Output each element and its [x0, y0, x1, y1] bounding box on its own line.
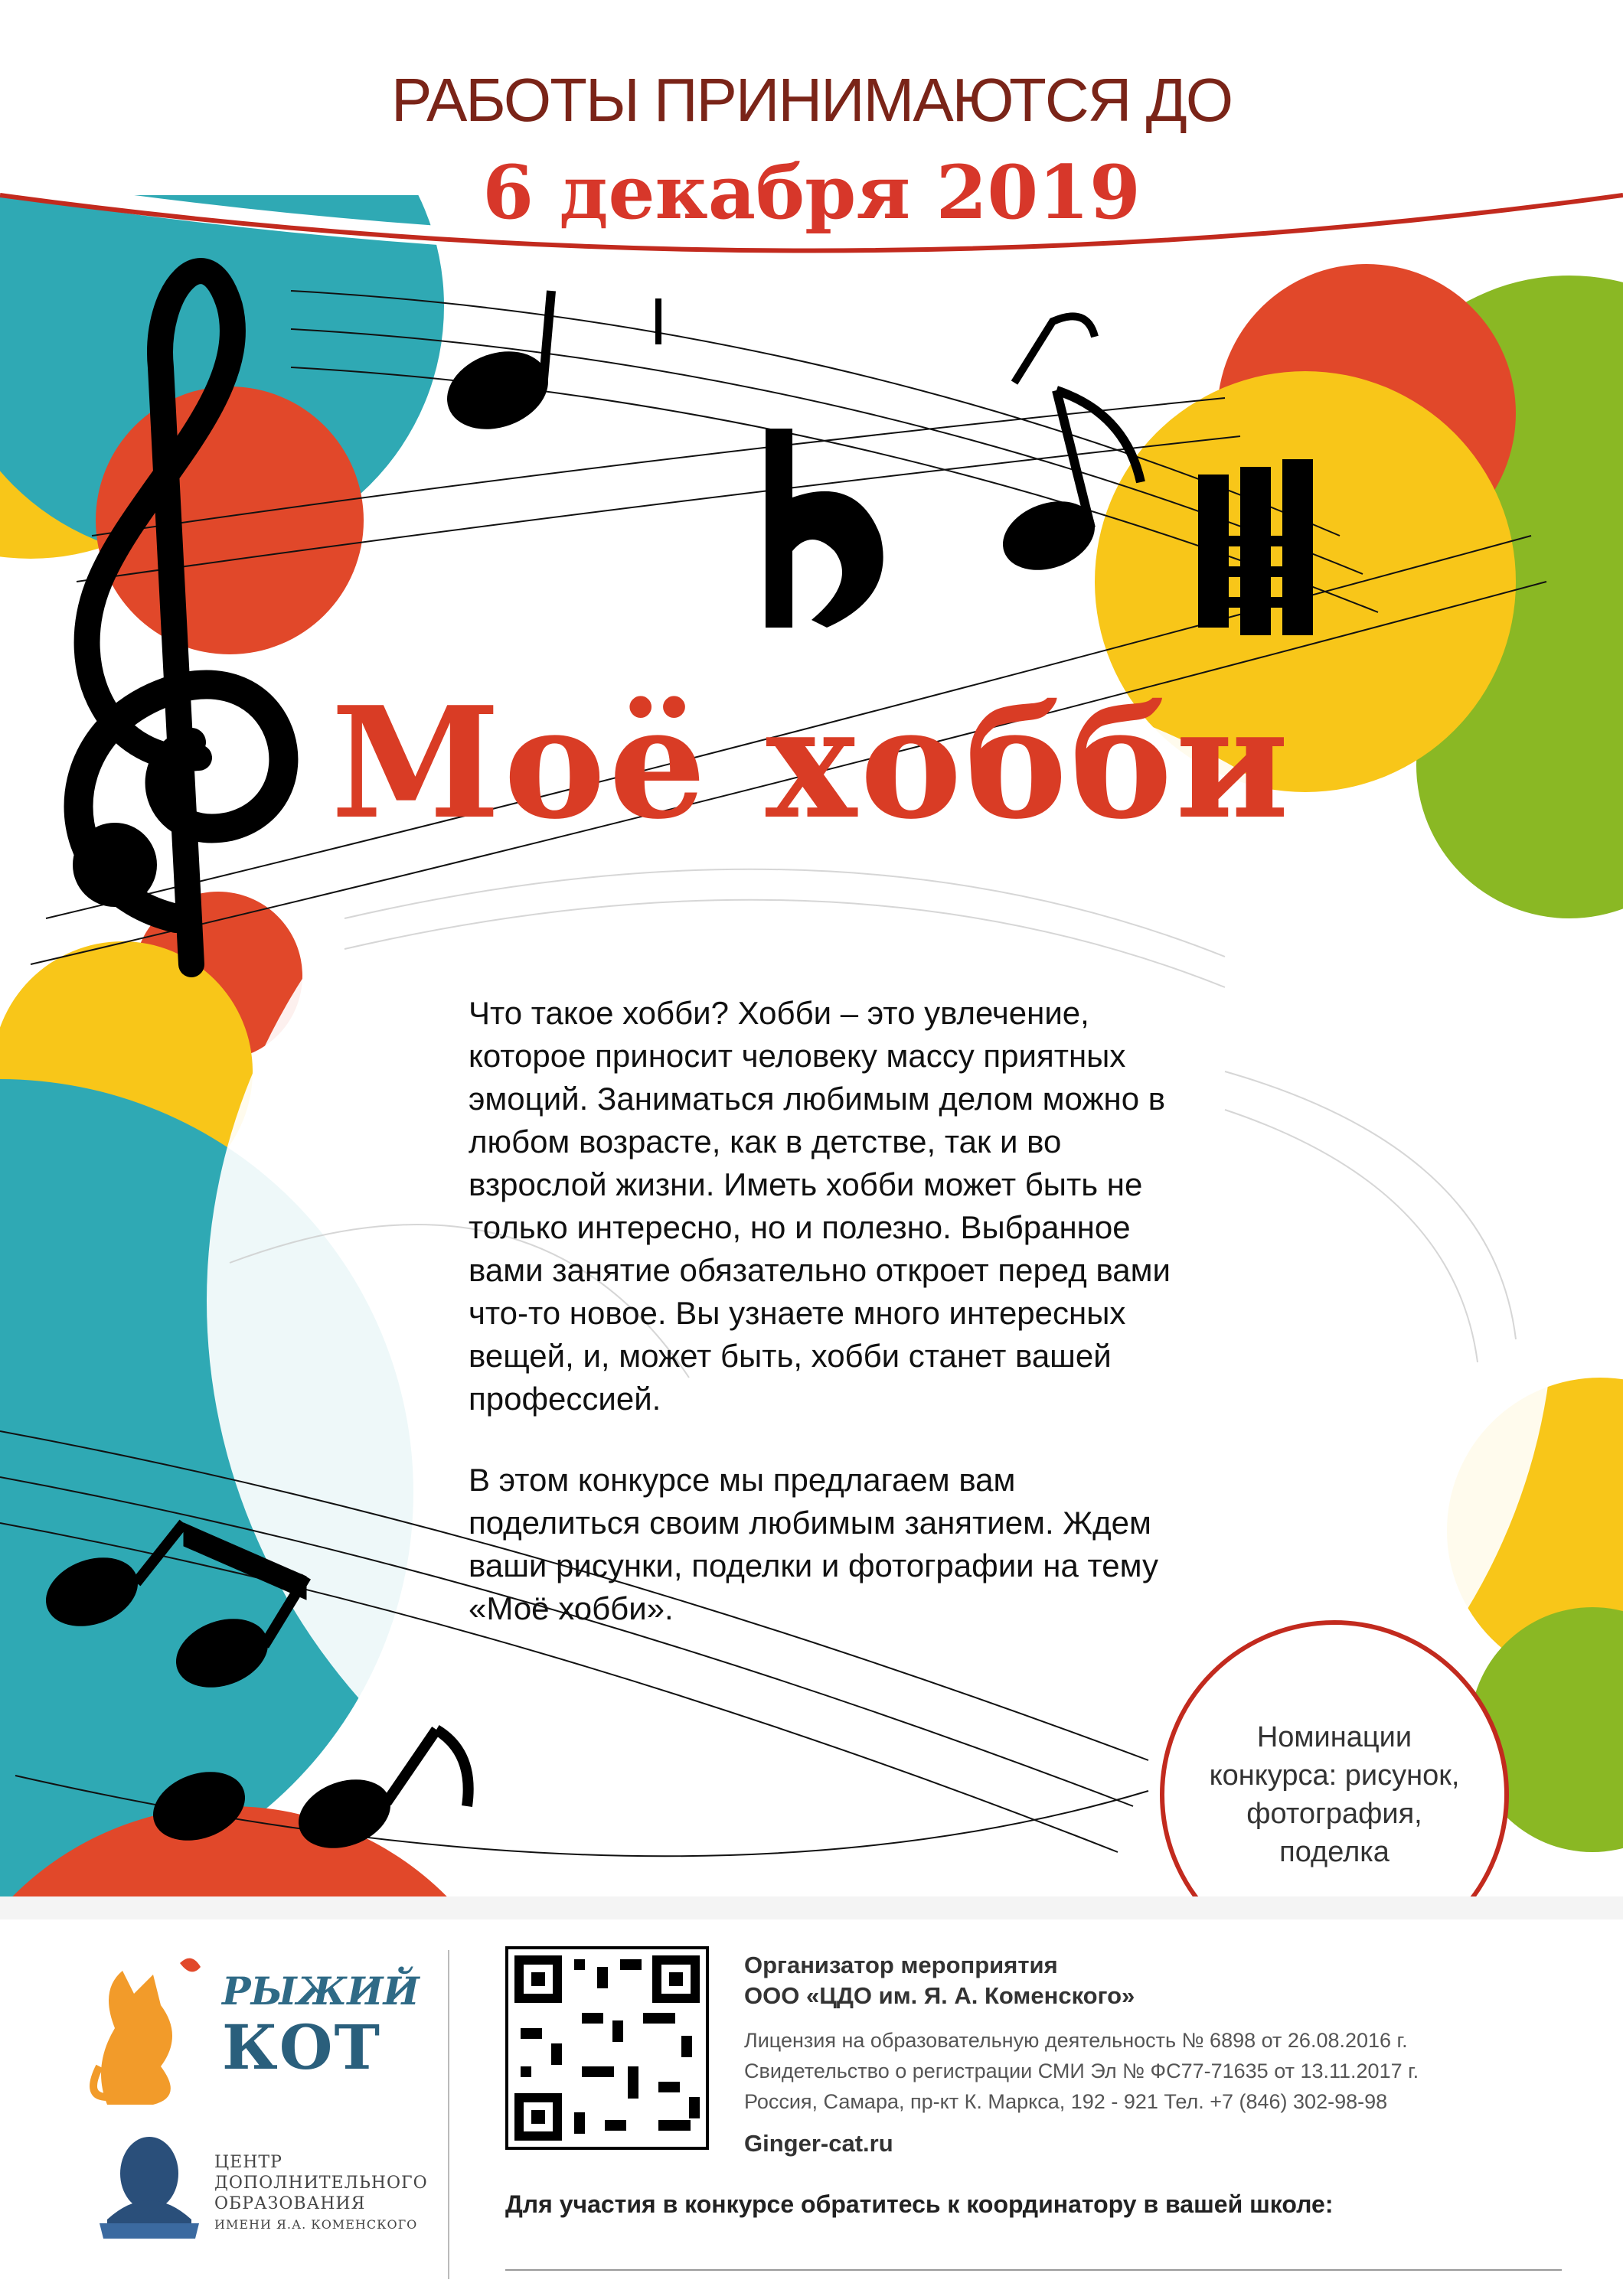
nominations-line: поделка — [1279, 1836, 1390, 1868]
text-line: вами занятие обязательно откроет перед вами — [469, 1252, 1171, 1288]
center-name-line: ДОПОЛНИТЕЛЬНОГО — [214, 2174, 428, 2193]
text-line: взрослой жизни. Иметь хобби может быть не — [469, 1166, 1143, 1202]
brand-name-line2: КОТ — [222, 2011, 381, 2083]
license-line: Свидетельство о регистрации СМИ Эл № ФС77-71635 от 13.11.2017 г. — [744, 2060, 1419, 2082]
nominations-line: фотография, — [1246, 1798, 1422, 1830]
license-line: Лицензия на образовательную деятельность № 6898 от 26.08.2016 г. — [744, 2029, 1408, 2052]
qr-code — [507, 1948, 707, 2148]
text-line: что-то новое. Вы узнаете много интересных — [469, 1295, 1126, 1331]
text-line: поделиться своим любимым занятием. Ждем — [469, 1505, 1151, 1541]
text-line: которое приносит человеку массу приятных — [469, 1038, 1126, 1074]
nominations-text — [1181, 1670, 1487, 1919]
nominations-line: конкурса: рисунок, — [1209, 1760, 1460, 1792]
contact-instruction: Для участия в конкурсе обратитесь к координатору в вашей школе: — [505, 2190, 1334, 2218]
text-line: В этом конкурсе мы предлагаем вам — [469, 1462, 1016, 1498]
website-link[interactable]: Ginger-cat.ru — [744, 2130, 893, 2157]
coordinator-blank-line — [505, 2269, 1562, 2271]
text-line: ваши рисунки, поделки и фотографии на тему — [469, 1548, 1158, 1583]
footer-divider — [448, 1950, 449, 2279]
center-name-line: ОБРАЗОВАНИЯ — [214, 2194, 366, 2213]
text-line: Что такое хобби? Хобби – это увлечение, — [469, 995, 1089, 1031]
brand-name-line1: РЫЖИЙ — [222, 1968, 420, 2014]
text-line: эмоций. Заниматься любимым делом можно в — [469, 1081, 1166, 1117]
organizer-name: ООО «ЦДО им. Я. А. Коменского» — [744, 1982, 1135, 2009]
nominations-line: Номинации — [1256, 1721, 1412, 1753]
text-line: только интересно, но и полезно. Выбранное — [469, 1209, 1131, 1245]
center-name-line: ИМЕНИ Я.А. КОМЕНСКОГО — [214, 2217, 418, 2232]
text-line: «Моё хобби». — [469, 1590, 674, 1626]
deadline-date: 6 декабря 2019 — [482, 149, 1141, 236]
page-title: Моё хобби — [331, 673, 1292, 853]
text-line: профессией. — [469, 1381, 661, 1417]
text-line: вещей, и, может быть, хобби станет вашей — [469, 1338, 1112, 1374]
description-paragraph — [469, 992, 1295, 1420]
organizer-title: Организатор мероприятия — [744, 1952, 1058, 1978]
invitation-paragraph — [469, 1459, 1295, 1630]
text-line: любом возрасте, как в детстве, так и во — [469, 1124, 1062, 1159]
center-name-line: ЦЕНТР — [214, 2153, 282, 2172]
address-phone-line: Россия, Самара, пр-кт К. Маркса, 192 - 921 Тел. +7 (846) 302-98-98 — [744, 2090, 1388, 2113]
deadline-label: РАБОТЫ ПРИНИМАЮТСЯ ДО — [390, 66, 1233, 134]
